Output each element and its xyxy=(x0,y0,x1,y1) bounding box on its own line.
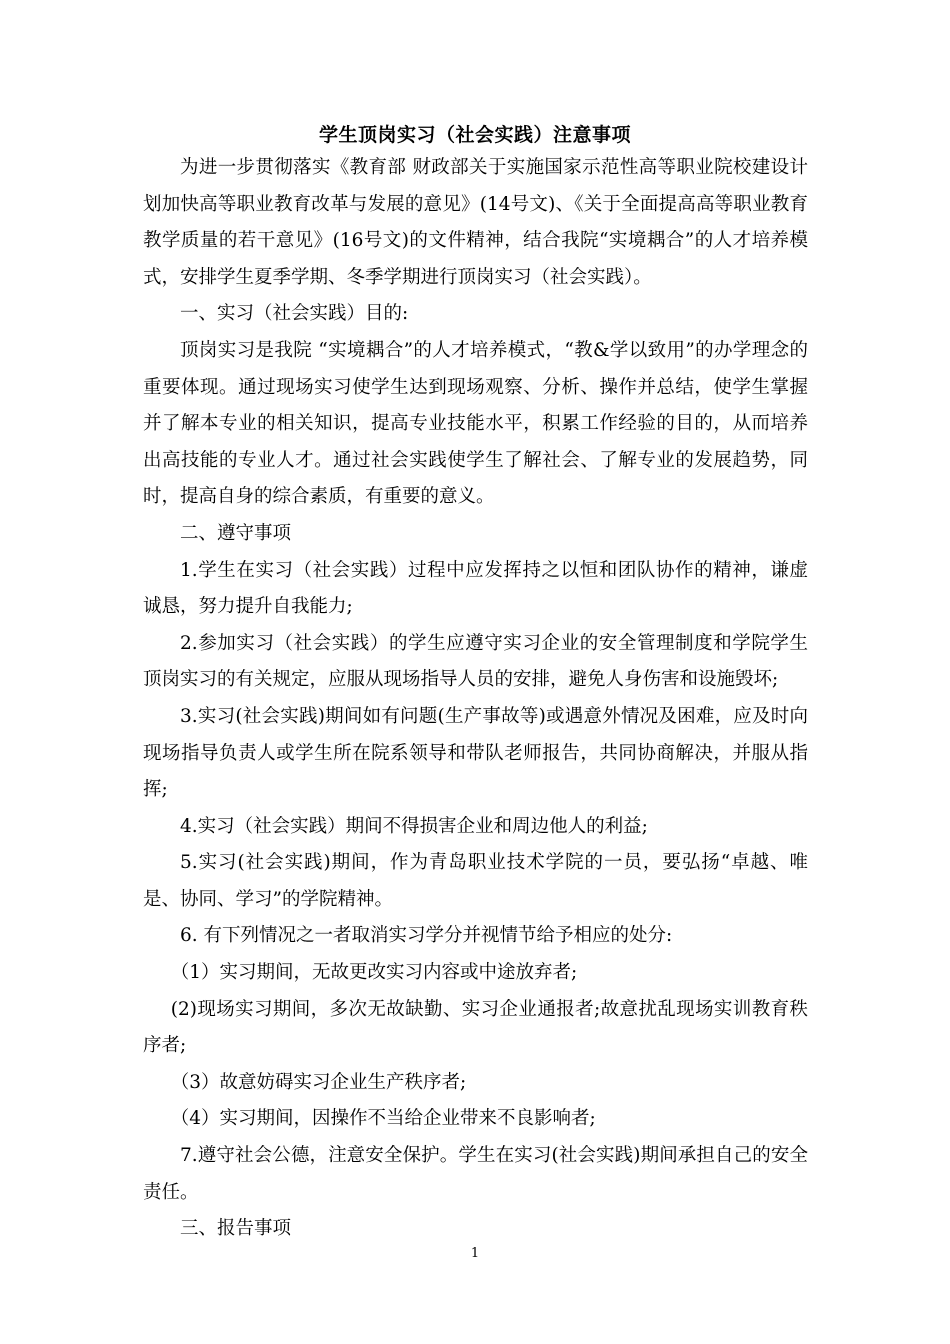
rule-item-3: 3.实习(社会实践)期间如有问题(生产事故等)或遇意外情况及困难，应及时向现场指导负责人或学生所在院系领导和带队老师报告，共同协商解决，并服从指挥; xyxy=(143,705,808,801)
intro-paragraph: 为进一步贯彻落实《教育部 财政部关于实施国家示范性高等职业院校建设计划加快高等职业教育改革与发展的意见》(14号文)、《关于全面提高高等职业教育教学质量的若干意见》(16号文)的文件精神，结合我院“实境耦合”的人才培养模式，安排学生夏季学期、冬季学期进行顶岗实习（社会实践）。 xyxy=(143,157,808,288)
section-heading-report: 三、报告事项 xyxy=(180,1218,292,1240)
rule-subitem-2: (2)现场实习期间，多次无故缺勤、实习企业通报者;故意扰乱现场实训教育秩序者; xyxy=(143,998,808,1057)
purpose-paragraph: 顶岗实习是我院 “实境耦合”的人才培养模式，“教&学以致用”的办学理念的重要体现。通过现场实习使学生达到现场观察、分析、操作并总结，使学生掌握并了解本专业的相关知识，提高专业技能水平，积累工作经验的目的，从而培养出高技能的专业人才。通过社会实践使学生了解社会、了解专业的发展趋势，同时，提高自身的综合素质，有重要的意义。 xyxy=(143,339,808,508)
rule-item-6: 6. 有下列情况之一者取消实习学分并视情节给予相应的处分: xyxy=(180,925,673,947)
rule-item-7: 7.遵守社会公德，注意安全保护。学生在实习(社会实践)期间承担自己的安全责任。 xyxy=(143,1145,808,1203)
rule-item-4: 4.实习（社会实践）期间不得损害企业和周边他人的利益; xyxy=(180,815,648,837)
document-body xyxy=(143,150,808,1248)
rule-item-2: 2.参加实习（社会实践）的学生应遵守实习企业的安全管理制度和学院学生顶岗实习的有关规定，应服从现场指导人员的安排，避免人身伤害和设施毁坏; xyxy=(143,632,808,691)
section-heading-rules: 二、遵守事项 xyxy=(180,522,292,544)
rule-item-5: 5.实习(社会实践)期间，作为青岛职业技术学院的一员，要弘扬“卓越、唯是、协同、学习”的学院精神。 xyxy=(143,852,808,910)
page-number: 1 xyxy=(470,1246,480,1261)
rule-item-1: 1.学生在实习（社会实践）过程中应发挥持之以恒和团队协作的精神，谦虚诚恳，努力提升自我能力; xyxy=(143,559,808,618)
rule-subitem-4: （4）实习期间，因操作不当给企业带来不良影响者; xyxy=(170,1108,596,1130)
document-title: 学生顶岗实习（社会实践）注意事项 xyxy=(318,124,631,146)
section-heading-purpose: 一、实习（社会实践）目的: xyxy=(180,303,409,325)
rule-subitem-3: （3）故意妨碍实习企业生产秩序者; xyxy=(170,1071,467,1093)
rule-subitem-1: （1）实习期间，无故更改实习内容或中途放弃者; xyxy=(170,962,578,984)
